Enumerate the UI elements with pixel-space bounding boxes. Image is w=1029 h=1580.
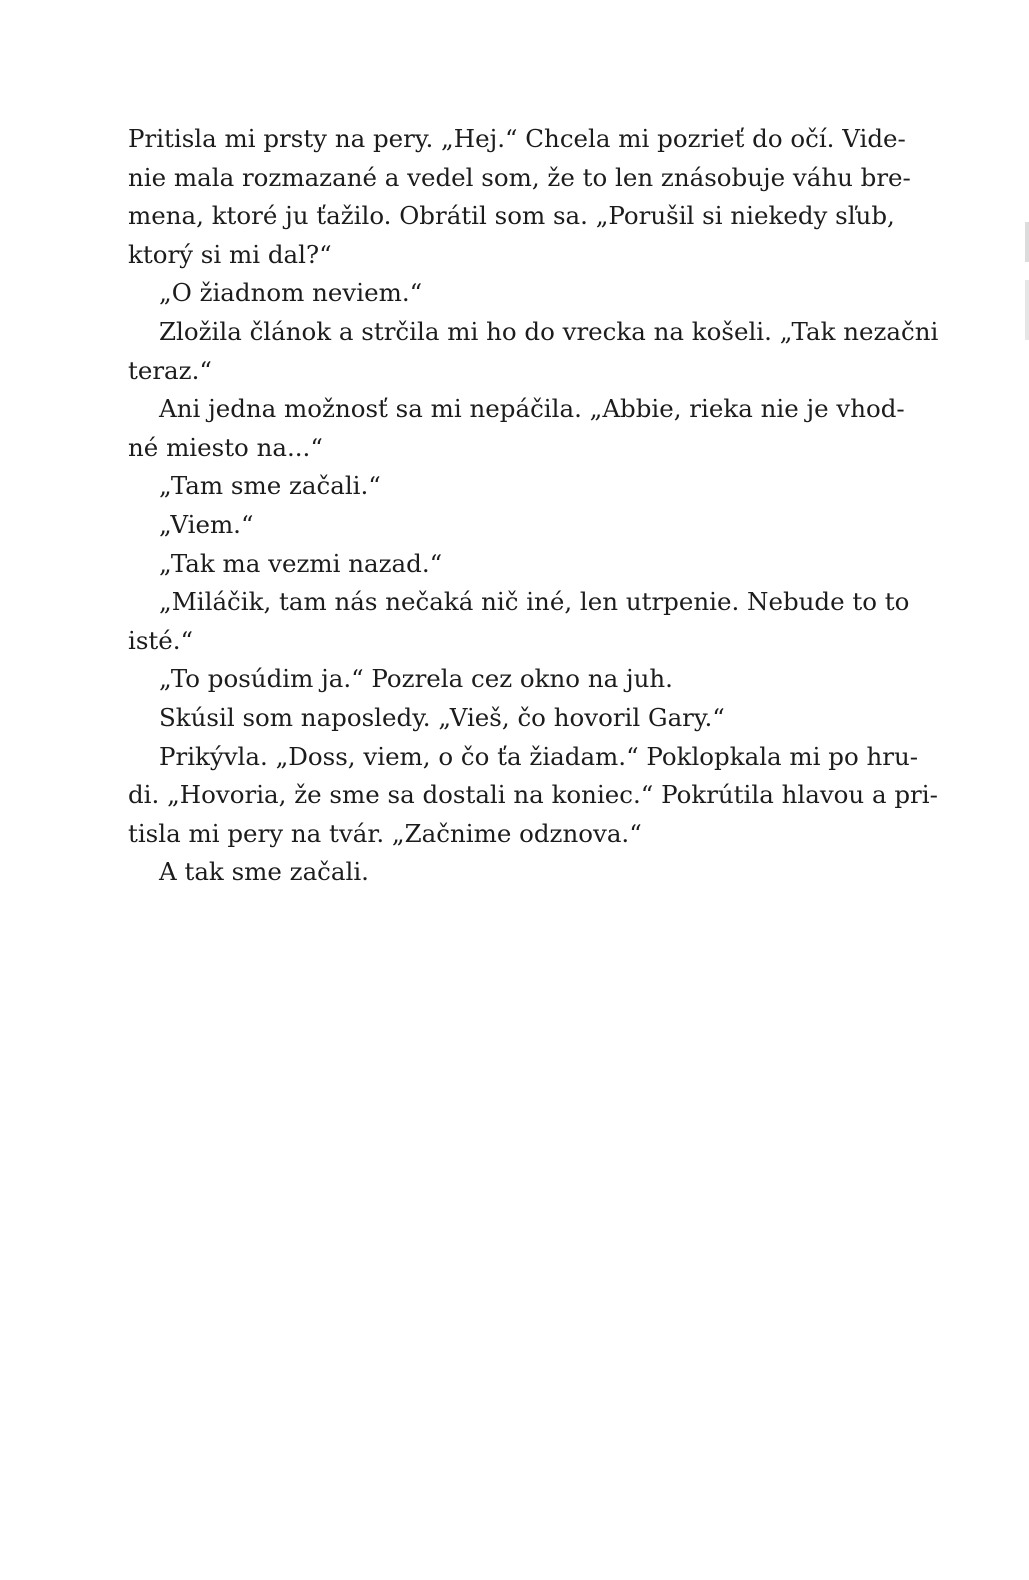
page-edge-mark: [1025, 280, 1029, 340]
text-line: mena, ktoré ju ťažilo. Obrátil som sa. „Porušil si niekedy sľub,: [128, 201, 895, 231]
text-line: „To posúdim ja.“ Pozrela cez okno na juh.: [159, 664, 673, 694]
text-line: „O žiadnom neviem.“: [159, 278, 423, 308]
text-line: ktorý si mi dal?“: [128, 239, 332, 269]
text-line: tisla mi pery na tvár. „Začnime odznova.“: [128, 818, 642, 848]
text-line: „Tak ma vezmi nazad.“: [159, 548, 443, 578]
text-line: teraz.“: [128, 355, 212, 385]
text-line: „Tam sme začali.“: [159, 471, 381, 501]
text-line: Skúsil som naposledy. „Vieš, čo hovoril Gary.“: [159, 702, 725, 732]
text-line: A tak sme začali.: [159, 857, 369, 887]
text-line: nie mala rozmazané a vedel som, že to len znásobuje váhu bre-: [128, 162, 911, 192]
text-line: Zložila článok a strčila mi ho do vrecka na košeli. „Tak nezačni: [159, 316, 939, 346]
text-line: Pritisla mi prsty na pery. „Hej.“ Chcela mi pozrieť do očí. Vide-: [128, 124, 906, 153]
text-line: „Miláčik, tam nás nečaká nič iné, len utrpenie. Nebude to to: [159, 587, 910, 617]
text-line: Prikývla. „Doss, viem, o čo ťa žiadam.“ Poklopkala mi po hru-: [159, 741, 919, 771]
text-line: „Viem.“: [159, 509, 254, 539]
text-line: isté.“: [128, 625, 194, 655]
text-line: né miesto na...“: [128, 432, 323, 462]
text-line: Ani jedna možnosť sa mi nepáčila. „Abbie, rieka nie je vhod-: [159, 394, 905, 424]
body-text: [128, 120, 939, 892]
page-edge-mark: [1025, 222, 1029, 262]
text-line: di. „Hovoria, že sme sa dostali na koniec.“ Pokrútila hlavou a pri-: [128, 780, 938, 810]
